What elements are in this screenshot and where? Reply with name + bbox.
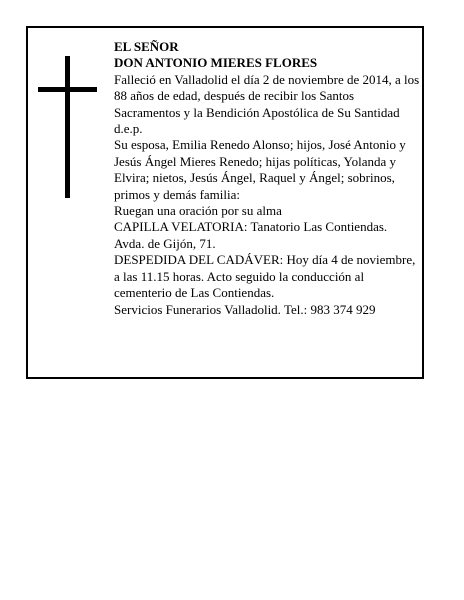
deceased-name: DON ANTONIO MIERES FLORES: [114, 55, 318, 71]
funeral-details: DESPEDIDA DEL CADÁVER: Hoy día 4 de noviembre, a las 11.15 horas. Acto seguido la conducción al cementerio de Las Contiendas.: [114, 252, 416, 301]
wake-location: CAPILLA VELATORIA: Tanatorio Las Contiendas. Avda. de Gijón, 71.: [114, 219, 388, 251]
death-announcement: Falleció en Valladolid el día 2 de noviembre de 2014, a los 88 años de edad, después de recibir los Santos Sacramentos y la Bendición Apostólica de Su Santidad d.e.p.: [114, 71, 420, 137]
cross-icon: [38, 56, 98, 198]
obituary-text: [114, 39, 420, 318]
obituary-title: EL SEÑOR: [114, 39, 179, 54]
prayer-request: Ruegan una oración por su alma: [114, 203, 282, 219]
cross-vertical-bar: [65, 56, 70, 198]
funeral-services-contact: Servicios Funerarios Valladolid. Tel.: 983 374 929: [114, 301, 376, 317]
cross-horizontal-bar: [38, 87, 97, 92]
obituary-notice: [26, 26, 424, 379]
family-list: Su esposa, Emilia Renedo Alonso; hijos, José Antonio y Jesús Ángel Mieres Renedo; hijas políticas, Yolanda y Elvira; nietos, Jesús Ángel, Raquel y Ángel; sobrinos, primos y demás familia:: [114, 137, 406, 202]
